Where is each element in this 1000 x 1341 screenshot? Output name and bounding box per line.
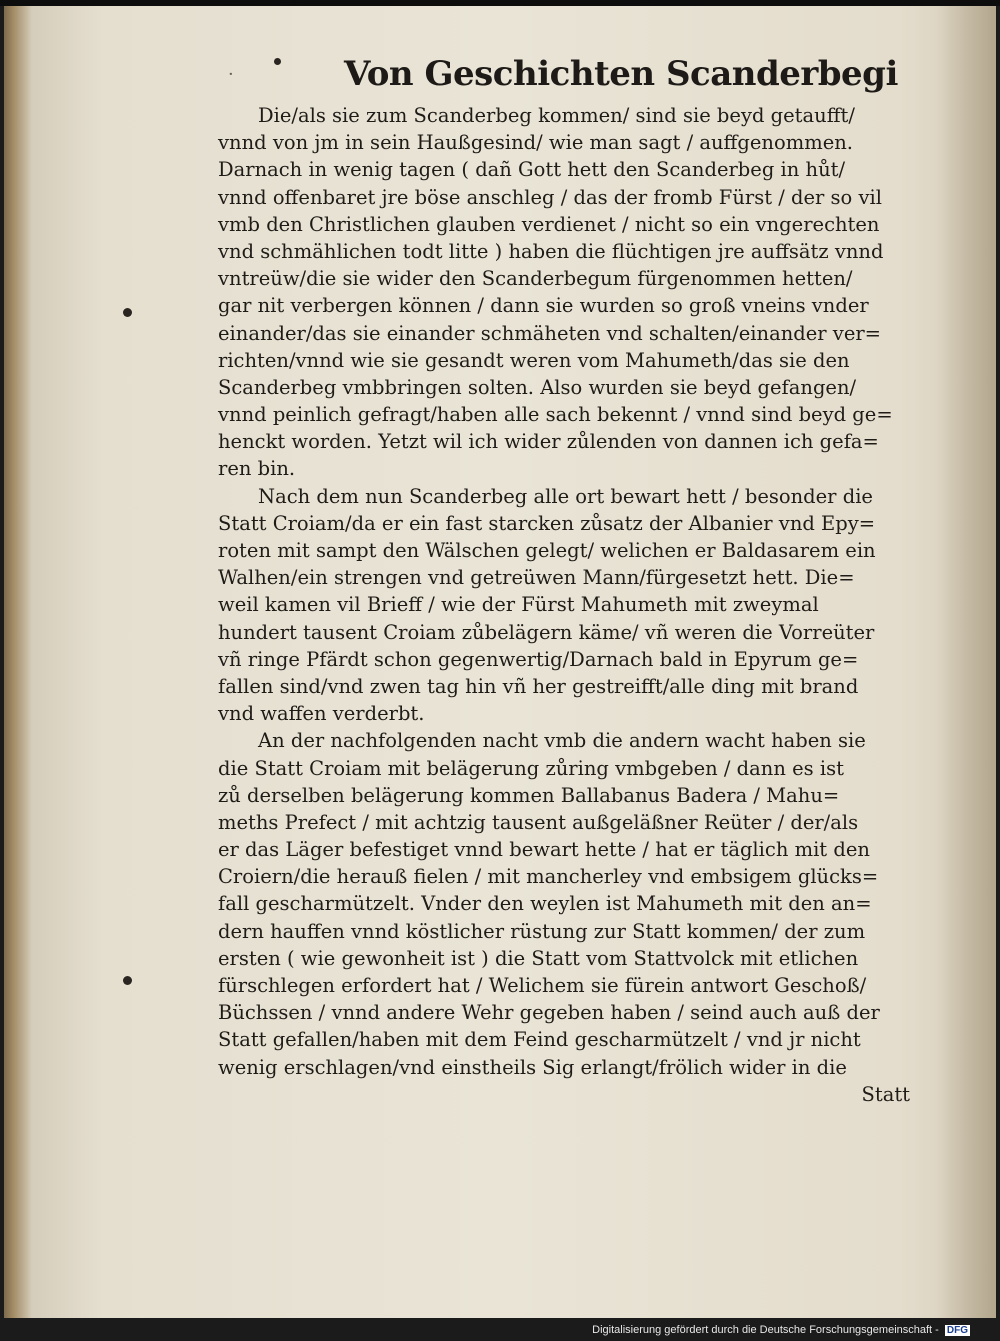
text-line: gar nit verbergen können / dann sie wurden so groß vneins vnder bbox=[218, 294, 869, 318]
scanned-page bbox=[4, 6, 996, 1318]
text-line: Die/als sie zum Scanderbeg kommen/ sind sie beyd getaufft/ bbox=[258, 104, 855, 127]
text-line: Darnach in wenig tagen ( dañ Gott hett den Scanderbeg in hůt/ bbox=[218, 158, 846, 182]
text-line: er das Läger befestiget vnnd bewart hette / hat er täglich mit den bbox=[218, 838, 870, 862]
text-line: vnd waffen verderbt. bbox=[218, 702, 425, 726]
text-line: fürschlegen erfordert hat / Welichem sie fürein antwort Geschoß/ bbox=[218, 974, 867, 997]
text-line: vmb den Christlichen glauben verdienet / nicht so ein vngerechten bbox=[218, 212, 880, 236]
header-mark: · bbox=[228, 64, 234, 85]
page-binding-edge bbox=[4, 6, 32, 1318]
body-text bbox=[218, 102, 918, 1108]
text-line: Statt gefallen/haben mit dem Feind gescharmützelt / vnd jr nicht bbox=[218, 1028, 861, 1052]
credit-text: Digitalisierung gefördert durch die Deutsche Forschungsgemeinschaft - bbox=[592, 1324, 939, 1336]
text-line: einander/das sie einander schmäheten vnd schalten/einander ver= bbox=[218, 321, 882, 345]
text-line: An der nachfolgenden nacht vmb die andern wacht haben sie bbox=[258, 729, 866, 753]
text-line: ersten ( wie gewonheit ist ) die Statt vom Stattvolck mit etlichen bbox=[218, 946, 859, 970]
text-line: vnd schmählichen todt litte ) haben die flüchtigen jre auffsätz vnnd bbox=[218, 239, 884, 263]
ink-spot bbox=[123, 308, 132, 317]
text-line: vnnd von jm in sein Haußgesind/ wie man sagt / auffgenommen. bbox=[218, 131, 853, 155]
text-line: Scanderbeg vmbbringen solten. Also wurden sie beyd gefangen/ bbox=[218, 375, 857, 399]
text-line: Nach dem nun Scanderbeg alle ort bewart hett / besonder die bbox=[258, 484, 873, 508]
text-line: dern hauffen vnnd köstlicher rüstung zur Statt kommen/ der zum bbox=[218, 919, 866, 943]
text-line: vñ ringe Pfärdt schon gegenwertig/Darnach bald in Epyrum ge= bbox=[218, 647, 859, 671]
dfg-logo: DFG bbox=[946, 1325, 968, 1336]
ink-spot bbox=[123, 976, 132, 985]
text-line: meths Prefect / mit achtzig tausent außgeläßner Reüter / der/als bbox=[218, 810, 859, 834]
text-line: die Statt Croiam mit belägerung zůring vmbgeben / dann es ist bbox=[218, 756, 844, 780]
text-line: roten mit sampt den Wälschen gelegt/ welichen er Baldasarem ein bbox=[218, 539, 876, 562]
text-line: zů derselben belägerung kommen Ballabanus Badera / Mahu= bbox=[218, 783, 840, 807]
text-line: vnnd offenbaret jre böse anschleg / das der fromb Fürst / der so vil bbox=[218, 185, 882, 209]
running-title: Von Geschichten Scanderbegi bbox=[344, 54, 898, 94]
text-line: Croiern/die herauß fielen / mit mancherley vnd embsigem glücks= bbox=[218, 865, 879, 889]
text-line: fallen sind/vnd zwen tag hin vñ her gestreifft/alle ding mit brand bbox=[218, 674, 859, 698]
text-line: Statt Croiam/da er ein fast starcken zůsatz der Albanier vnd Epy= bbox=[218, 511, 876, 535]
text-line: vntreüw/die sie wider den Scanderbegum fürgenommen hetten/ bbox=[218, 267, 853, 291]
text-line: hundert tausent Croiam zůbelägern käme/ vñ weren die Vorreüter bbox=[218, 620, 875, 644]
text-line: vnnd peinlich gefragt/haben alle sach bekennt / vnnd sind beyd ge= bbox=[218, 403, 893, 427]
ink-spot bbox=[274, 58, 281, 65]
text-line: weil kamen vil Brieff / wie der Fürst Mahumeth mit zweymal bbox=[218, 593, 819, 617]
text-line: richten/vnnd wie sie gesandt weren vom Mahumeth/das sie den bbox=[218, 348, 850, 372]
text-line: wenig erschlagen/vnd einstheils Sig erlangt/frölich wider in die bbox=[218, 1055, 847, 1079]
text-line: Büchssen / vnnd andere Wehr gegeben haben / seind auch auß der bbox=[218, 1001, 880, 1025]
digitization-credit bbox=[592, 1324, 970, 1336]
catchword: Statt bbox=[861, 1082, 910, 1106]
page-outer-edge bbox=[936, 6, 996, 1318]
text-line: henckt worden. Yetzt wil ich wider zůlenden von dannen ich gefa= bbox=[218, 430, 879, 454]
text-line: fall gescharmützelt. Vnder den weylen ist Mahumeth mit den an= bbox=[218, 892, 872, 916]
text-line: Walhen/ein strengen vnd getreüwen Mann/fürgesetzt hett. Die= bbox=[218, 566, 855, 590]
text-line: ren bin. bbox=[218, 457, 296, 481]
